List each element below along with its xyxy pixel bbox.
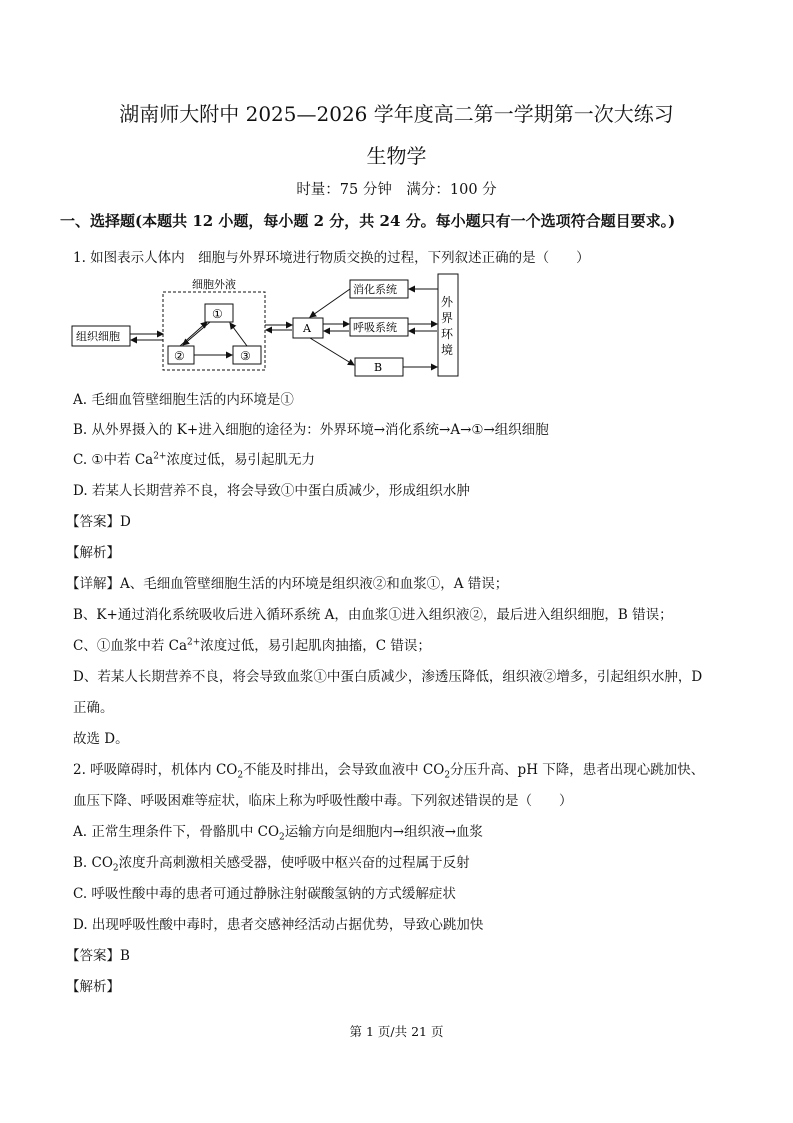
q1-option-c: C. ①中若 $Ca^{2+}$浓度过低，易引起肌无力 <box>73 451 315 468</box>
q2-option-a: A. 正常生理条件下，骨骼肌中 $CO_2$运输方向是细胞内→组织液→血浆 <box>73 824 483 843</box>
q2-option-b: B. $CO_2$浓度升高刺激相关感受器，使呼吸中枢兴奋的过程属于反射 <box>73 855 470 874</box>
tissue-cell-label: 组织细胞 <box>76 330 120 343</box>
digestive-label: 消化系统 <box>353 283 397 296</box>
q1-stem: 1. 如图表示人体内 细胞与外界环境进行物质交换的过程，下列叙述正确的是（ ） <box>73 250 590 266</box>
q2-analysis-tag: 【解析】 <box>66 979 120 995</box>
q2-option-c: C. 呼吸性酸中毒的患者可通过静脉注射碳酸氢钠的方式缓解症状 <box>73 886 456 902</box>
q1-diagram <box>70 272 470 382</box>
exam-title: 湖南师大附中 2025—2026 学年度高二第一学期第一次大练习 <box>119 102 674 126</box>
exam-meta: 时量：75 分钟 满分：100 分 <box>296 182 497 198</box>
env-char-3: 环 <box>441 327 454 341</box>
q1-detail-4: D、若某人长期营养不良，将会导致血浆①中蛋白质减少，渗透压降低，组织液②增多，引起组织水肿，D <box>73 669 703 685</box>
q1-detail-4b: 正确。 <box>73 700 114 716</box>
q2-option-d: D. 出现呼吸性酸中毒时，患者交感神经活动占据优势，导致心跳加快 <box>73 917 484 933</box>
q1-analysis-tag: 【解析】 <box>66 545 120 561</box>
q1-conclusion: 故选 D。 <box>73 731 129 747</box>
q2-stem-line-1: 2. 呼吸障碍时，机体内 $CO_2$不能及时排出，会导致血液中 $CO_2$分压升高、pH 下降，患者出现心跳加快、 <box>73 762 705 781</box>
node-A-label: A <box>303 322 311 335</box>
q1-option-b: B. 从外界摄入的 K+进入细胞的途径为：外界环境→消化系统→A→①→组织细胞 <box>73 422 549 438</box>
q2-stem-line-2: 血压下降、呼吸困难等症状，临床上称为呼吸性酸中毒。下列叙述错误的是（ ） <box>73 793 573 809</box>
env-char-4: 境 <box>441 343 454 357</box>
q1-detail-2: B、K+通过消化系统吸收后进入循环系统 A，由血浆①进入组织液②，最后进入组织细胞，B 错误； <box>73 607 673 623</box>
node-2-label: ② <box>174 349 185 363</box>
node-B-label: B <box>374 361 383 374</box>
env-char-2: 界 <box>441 311 454 325</box>
page-footer: 第 1 页/共 21 页 <box>349 1024 444 1039</box>
q2-answer: 【答案】B <box>66 948 130 964</box>
q1-option-a: A. 毛细血管壁细胞生活的内环境是① <box>73 392 294 408</box>
respiratory-label: 呼吸系统 <box>353 321 397 334</box>
node-1-label: ① <box>212 307 223 321</box>
section-heading: 一、选择题(本题共 12 小题，每小题 2 分，共 24 分。每小题只有一个选项符合题目要求。) <box>60 212 676 230</box>
q1-detail-3: C、①血浆中若 $Ca^{2+}$浓度过低，易引起肌肉抽搐，C 错误； <box>73 637 431 654</box>
q1-answer: 【答案】D <box>66 514 131 530</box>
q1-option-d: D. 若某人长期营养不良，将会导致①中蛋白质减少，形成组织水肿 <box>73 483 470 499</box>
node-3-label: ③ <box>240 349 251 363</box>
extracellular-label: 细胞外液 <box>192 278 236 291</box>
env-char-1: 外 <box>441 295 454 309</box>
exam-subject: 生物学 <box>366 144 427 168</box>
q1-detail-1: 【详解】A、毛细血管壁细胞生活的内环境是组织液②和血浆①，A 错误； <box>66 576 509 592</box>
environment-box <box>438 274 458 376</box>
